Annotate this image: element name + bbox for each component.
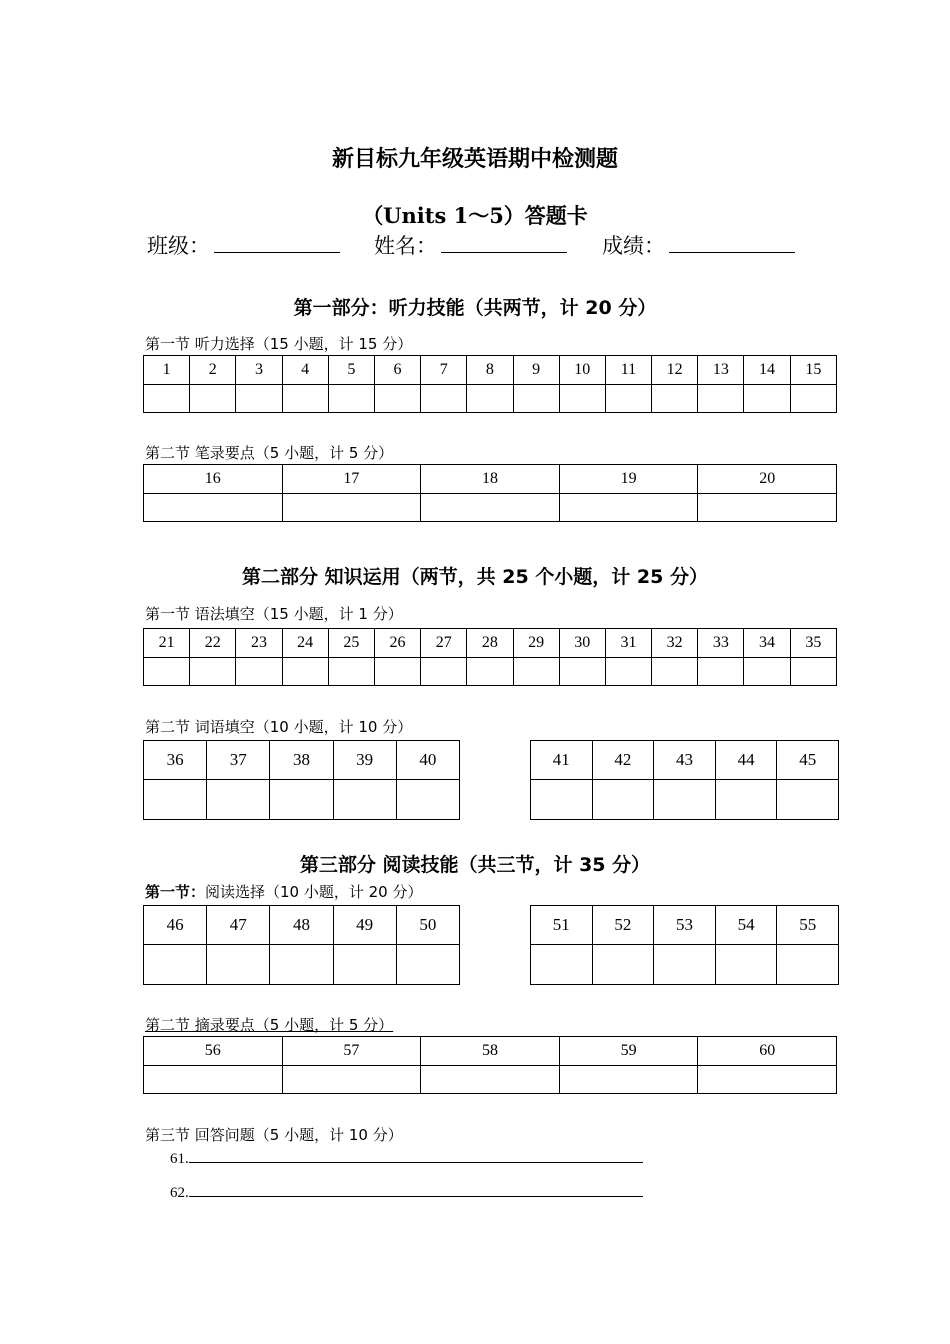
part1-section2-answer-grid	[143, 464, 837, 522]
question-number-cell: 26	[374, 629, 420, 658]
question-number-cell: 59	[559, 1037, 698, 1066]
question-number-cell: 33	[698, 629, 744, 658]
part3-section1-lead: 第一节：	[145, 883, 206, 901]
answer-cell[interactable]	[421, 1066, 560, 1094]
answer-cell[interactable]	[531, 780, 593, 820]
part2-section2-label: 第二节 词语填空（10 小题，计 10 分）	[145, 718, 413, 736]
answer-cell[interactable]	[698, 658, 744, 686]
answer-cell[interactable]	[777, 780, 839, 820]
name-label: 姓名：	[374, 234, 437, 258]
answer-cell[interactable]	[559, 494, 698, 522]
question-number-cell: 10	[559, 356, 605, 385]
question-number-cell: 38	[270, 741, 333, 780]
question-number-cell: 19	[559, 465, 698, 494]
answer-cell[interactable]	[190, 658, 236, 686]
answer-cell[interactable]	[654, 780, 716, 820]
answer-cell[interactable]	[396, 780, 459, 820]
question-number-cell: 36	[144, 741, 207, 780]
question-number-cell: 13	[698, 356, 744, 385]
answer-cell[interactable]	[698, 1066, 837, 1094]
part3-section3-label: 第三节 回答问题（5 小题，计 10 分）	[145, 1126, 403, 1144]
part1-section1-answer-grid	[143, 355, 837, 413]
part3-section1-left-grid	[143, 905, 460, 985]
question-number-cell: 6	[374, 356, 420, 385]
answer-cell[interactable]	[144, 780, 207, 820]
answer-cell[interactable]	[207, 780, 270, 820]
page-subtitle: （Units 1～5）答题卡	[362, 203, 588, 228]
part3-section1-label-row	[145, 881, 423, 902]
question-number-cell: 47	[207, 906, 270, 945]
question-number-cell: 58	[421, 1037, 560, 1066]
answer-cell[interactable]	[698, 494, 837, 522]
answer-cell[interactable]	[421, 494, 560, 522]
question-number-cell: 44	[715, 741, 777, 780]
question-number-cell: 21	[144, 629, 190, 658]
question-number-cell: 25	[328, 629, 374, 658]
score-field[interactable]	[602, 230, 795, 260]
answer-cell[interactable]	[715, 780, 777, 820]
question-number-cell: 14	[744, 356, 790, 385]
answer-cell[interactable]	[333, 945, 396, 985]
question-number: 62.	[170, 1185, 189, 1201]
question-number-cell: 23	[236, 629, 282, 658]
answer-cell[interactable]	[270, 780, 333, 820]
part2-section1-label: 第一节 语法填空（15 小题，计 1 分）	[145, 605, 403, 623]
question-number-cell: 32	[652, 629, 698, 658]
question-number-cell: 37	[207, 741, 270, 780]
answer-cell[interactable]	[605, 385, 651, 413]
answer-cell[interactable]	[513, 385, 559, 413]
answer-cell[interactable]	[605, 658, 651, 686]
answer-cell[interactable]	[467, 658, 513, 686]
answer-cell[interactable]	[421, 658, 467, 686]
answer-cell[interactable]	[144, 385, 190, 413]
question-number-cell: 24	[282, 629, 328, 658]
answer-cell[interactable]	[396, 945, 459, 985]
question-number-cell: 1	[144, 356, 190, 385]
class-blank[interactable]	[214, 234, 340, 253]
answer-cell[interactable]	[282, 385, 328, 413]
name-blank[interactable]	[441, 234, 567, 253]
part2-section1-answer-grid	[143, 628, 837, 686]
question-number-cell: 46	[144, 906, 207, 945]
answer-cell[interactable]	[374, 658, 420, 686]
answer-line-61[interactable]	[170, 1150, 643, 1168]
answer-cell[interactable]	[328, 658, 374, 686]
part2-section2-right-grid	[530, 740, 839, 820]
answer-cell[interactable]	[715, 945, 777, 985]
answer-rule[interactable]	[189, 1184, 643, 1197]
answer-cell[interactable]	[328, 385, 374, 413]
question-number-cell: 29	[513, 629, 559, 658]
part3-section1-right-grid	[530, 905, 839, 985]
question-number-cell: 11	[605, 356, 651, 385]
answer-cell[interactable]	[282, 658, 328, 686]
question-number-cell: 42	[592, 741, 654, 780]
answer-cell[interactable]	[190, 385, 236, 413]
class-field[interactable]	[147, 230, 340, 260]
question-number: 61.	[170, 1151, 189, 1167]
question-number-cell: 18	[421, 465, 560, 494]
part2-section2-left-grid	[143, 740, 460, 820]
question-number-cell: 31	[605, 629, 651, 658]
question-number-cell: 43	[654, 741, 716, 780]
answer-cell[interactable]	[282, 1066, 421, 1094]
question-number-cell: 35	[790, 629, 836, 658]
class-label: 班级：	[147, 234, 210, 258]
question-number-cell: 20	[698, 465, 837, 494]
answer-cell[interactable]	[144, 494, 283, 522]
answer-cell[interactable]	[236, 385, 282, 413]
answer-cell[interactable]	[282, 494, 421, 522]
question-number-cell: 50	[396, 906, 459, 945]
answer-cell[interactable]	[744, 658, 790, 686]
question-number-cell: 2	[190, 356, 236, 385]
question-number-cell: 27	[421, 629, 467, 658]
answer-cell[interactable]	[531, 945, 593, 985]
part2-heading: 第二部分 知识运用（两节，共 25 个小题，计 25 分）	[242, 566, 708, 588]
answer-cell[interactable]	[654, 945, 716, 985]
answer-cell[interactable]	[421, 385, 467, 413]
part1-section2-label: 第二节 笔录要点（5 小题，计 5 分）	[145, 444, 394, 462]
question-number-cell: 39	[333, 741, 396, 780]
page-title: 新目标九年级英语期中检测题	[331, 147, 618, 172]
answer-cell[interactable]	[144, 945, 207, 985]
question-number-cell: 34	[744, 629, 790, 658]
question-number-cell: 30	[559, 629, 605, 658]
answer-cell[interactable]	[790, 385, 836, 413]
part3-section2-answer-grid	[143, 1036, 837, 1094]
question-number-cell: 53	[654, 906, 716, 945]
question-number-cell: 8	[467, 356, 513, 385]
question-number-cell: 15	[790, 356, 836, 385]
question-number-cell: 45	[777, 741, 839, 780]
score-blank[interactable]	[669, 234, 795, 253]
question-number-cell: 9	[513, 356, 559, 385]
question-number-cell: 55	[777, 906, 839, 945]
question-number-cell: 52	[592, 906, 654, 945]
part3-section2-label: 第二节 摘录要点（5 小题，计 5 分）	[145, 1016, 394, 1034]
question-number-cell: 60	[698, 1037, 837, 1066]
score-label: 成绩：	[602, 234, 665, 258]
question-number-cell: 51	[531, 906, 593, 945]
answer-cell[interactable]	[207, 945, 270, 985]
answer-cell[interactable]	[374, 385, 420, 413]
answer-cell[interactable]	[698, 385, 744, 413]
question-number-cell: 16	[144, 465, 283, 494]
answer-cell[interactable]	[652, 385, 698, 413]
answer-line-62[interactable]	[170, 1184, 643, 1202]
answer-cell[interactable]	[592, 780, 654, 820]
answer-cell[interactable]	[592, 945, 654, 985]
question-number-cell: 4	[282, 356, 328, 385]
question-number-cell: 5	[328, 356, 374, 385]
answer-cell[interactable]	[559, 658, 605, 686]
question-number-cell: 7	[421, 356, 467, 385]
question-number-cell: 28	[467, 629, 513, 658]
answer-rule[interactable]	[189, 1150, 643, 1163]
question-number-cell: 57	[282, 1037, 421, 1066]
question-number-cell: 3	[236, 356, 282, 385]
part3-section1-label: 阅读选择（10 小题，计 20 分）	[205, 883, 423, 901]
answer-cell[interactable]	[333, 780, 396, 820]
answer-cell[interactable]	[513, 658, 559, 686]
answer-cell[interactable]	[744, 385, 790, 413]
answer-cell[interactable]	[236, 658, 282, 686]
question-number-cell: 12	[652, 356, 698, 385]
name-field[interactable]	[374, 230, 567, 260]
answer-cell[interactable]	[467, 385, 513, 413]
answer-cell[interactable]	[144, 658, 190, 686]
question-number-cell: 40	[396, 741, 459, 780]
part3-heading: 第三部分 阅读技能（共三节，计 35 分）	[299, 854, 651, 876]
question-number-cell: 56	[144, 1037, 283, 1066]
answer-cell[interactable]	[777, 945, 839, 985]
answer-cell[interactable]	[144, 1066, 283, 1094]
question-number-cell: 54	[715, 906, 777, 945]
question-number-cell: 48	[270, 906, 333, 945]
question-number-cell: 49	[333, 906, 396, 945]
question-number-cell: 41	[531, 741, 593, 780]
question-number-cell: 17	[282, 465, 421, 494]
part1-heading: 第一部分：听力技能（共两节，计 20 分）	[293, 297, 657, 319]
answer-cell[interactable]	[270, 945, 333, 985]
answer-cell[interactable]	[559, 385, 605, 413]
question-number-cell: 22	[190, 629, 236, 658]
answer-cell[interactable]	[652, 658, 698, 686]
answer-cell[interactable]	[790, 658, 836, 686]
answer-cell[interactable]	[559, 1066, 698, 1094]
part1-section1-label: 第一节 听力选择（15 小题，计 15 分）	[145, 335, 413, 353]
